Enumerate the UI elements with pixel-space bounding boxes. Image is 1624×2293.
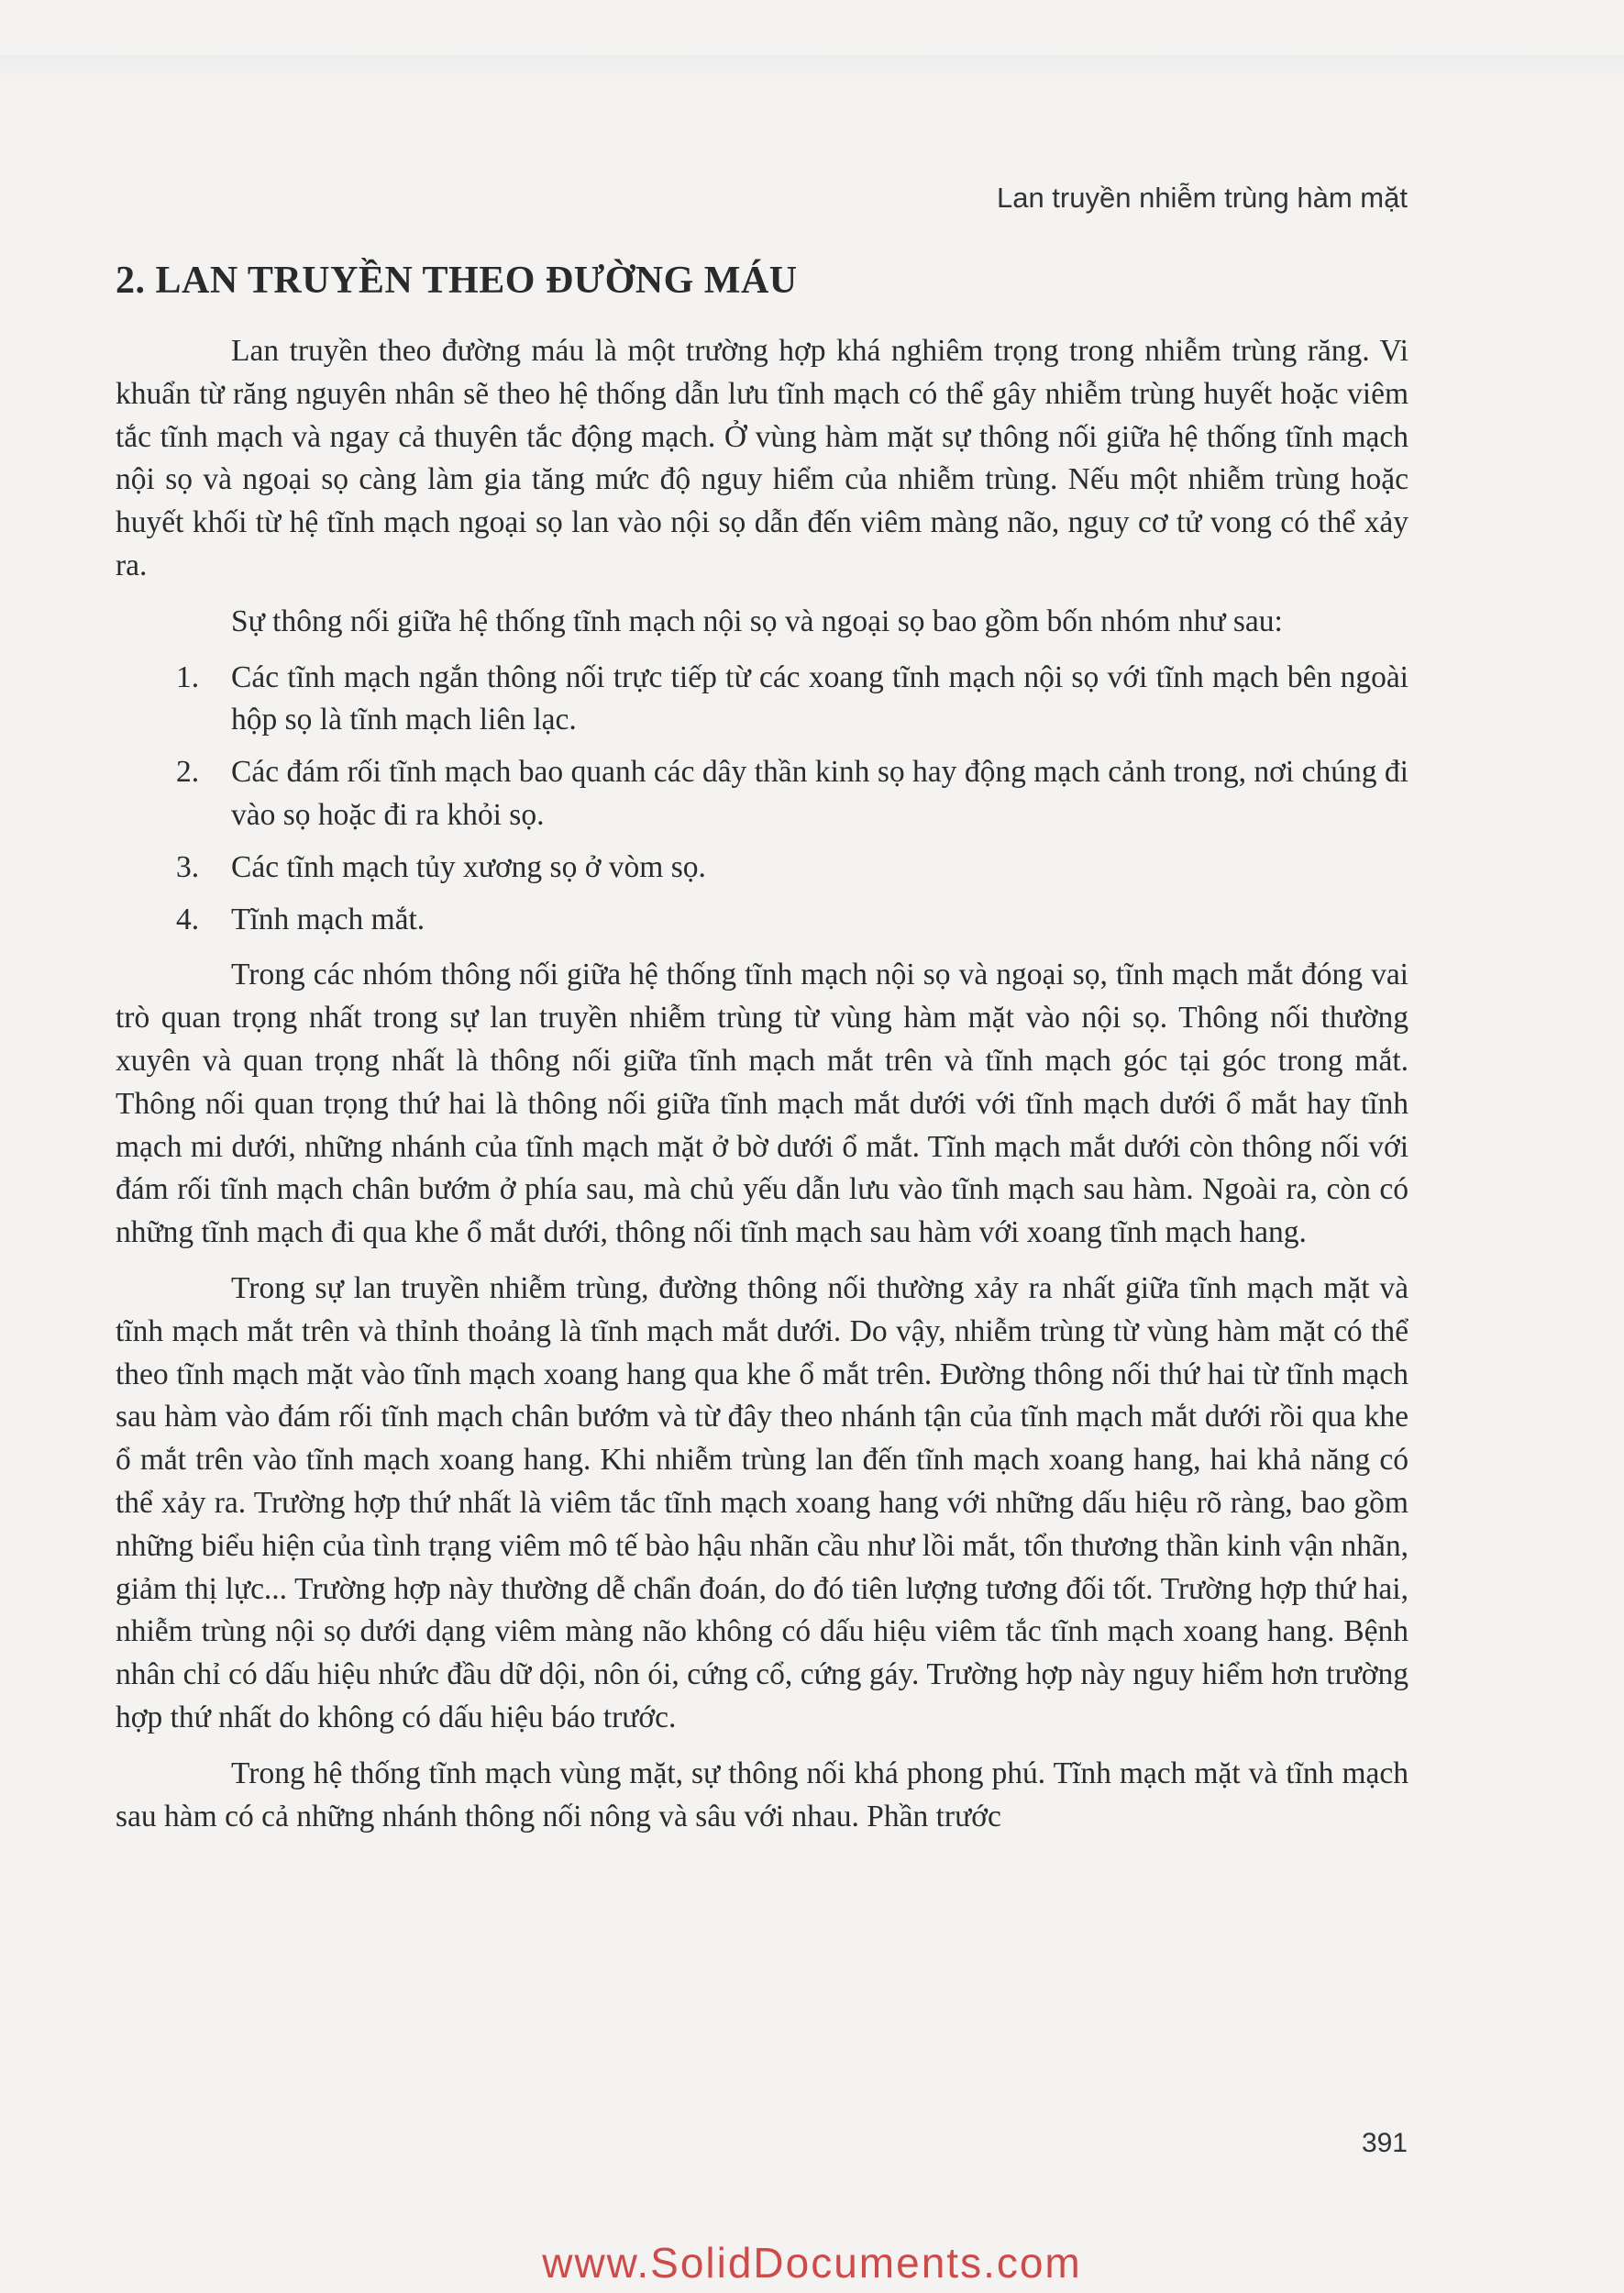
list-item xyxy=(116,657,1409,743)
numbered-list xyxy=(116,657,1409,942)
list-item xyxy=(116,899,1409,942)
list-item-text: Tĩnh mạch mắt. xyxy=(231,902,425,936)
running-header: Lan truyền nhiễm trùng hàm mặt xyxy=(996,182,1408,214)
paragraph: Trong sự lan truyền nhiễm trùng, đường thông nối thường xảy ra nhất giữa tĩnh mạch mặt và tĩnh mạch mắt trên và thỉnh thoảng là tĩnh mạch mắt dưới. Do vậy, nhiễm trùng từ vùng hàm mặt có thể theo tĩnh mạch mặt vào tĩnh mạch xoang hang qua khe ổ mắt trên. Đường thông nối thứ hai từ tĩnh mạch sau hàm vào đám rối tĩnh mạch chân bướm và từ đây theo nhánh tận của tĩnh mạch mắt dưới rồi qua khe ổ mắt trên vào tĩnh mạch xoang hang. Khi nhiễm trùng lan đến tĩnh mạch xoang hang, hai khả năng có thể xảy ra. Trường hợp thứ nhất là viêm tắc tĩnh mạch xoang hang với những dấu hiệu rõ ràng, bao gồm những biểu hiện của tình trạng viêm mô tế bào hậu nhãn cầu như lồi mắt, tổn thương thần kinh vận nhãn, giảm thị lực... Trường hợp này thường dễ chẩn đoán, do đó tiên lượng tương đối tốt. Trường hợp thứ hai, nhiễm trùng nội sọ dưới dạng viêm màng não không có dấu hiệu viêm tắc tĩnh mạch xoang hang. Bệnh nhân chỉ có dấu hiệu nhức đầu dữ dội, nôn ói, cứng cổ, cứng gáy. Trường hợp này nguy hiểm hơn trường hợp thứ nhất do không có dấu hiệu báo trước. xyxy=(116,1270,1409,1734)
paragraph: Lan truyền theo đường máu là một trường hợp khá nghiêm trọng trong nhiễm trùng răng. Vi khuẩn từ răng nguyên nhân sẽ theo hệ thống dẫn lưu tĩnh mạch có thể gây nhiễm trùng huyết hoặc viêm tắc tĩnh mạch và ngay cả thuyên tắc động mạch. Ở vùng hàm mặt sự thông nối giữa hệ thống tĩnh mạch nội sọ và ngoại sọ càng làm gia tăng mức độ nguy hiểm của nhiễm trùng. Nếu một nhiễm trùng hoặc huyết khối từ hệ tĩnh mạch ngoại sọ lan vào nội sọ dẫn đến viêm màng não, nguy cơ tử vong có thể xảy ra. xyxy=(116,334,1409,582)
scan-edge xyxy=(0,55,1624,83)
list-item-text: Các tĩnh mạch tủy xương sọ ở vòm sọ. xyxy=(231,849,706,884)
list-item xyxy=(116,847,1409,890)
list-item-text: Các đám rối tĩnh mạch bao quanh các dây thần kinh sọ hay động mạch cảnh trong, nơi chúng đi vào sọ hoặc đi ra khỏi sọ. xyxy=(231,755,1409,832)
section-title: 2. LAN TRUYỀN THEO ĐƯỜNG MÁU xyxy=(116,260,798,302)
list-item-number: 4. xyxy=(176,902,200,936)
body-text xyxy=(116,330,1409,1851)
paragraph: Trong các nhóm thông nối giữa hệ thống tĩnh mạch nội sọ và ngoại sọ, tĩnh mạch mắt đóng vai trò quan trọng nhất trong sự lan truyền nhiễm trùng từ vùng hàm mặt vào nội sọ. Thông nối thường xuyên và quan trọng nhất là thông nối giữa tĩnh mạch mắt trên và tĩnh mạch góc tại góc trong mắt. Thông nối quan trọng thứ hai là thông nối giữa tĩnh mạch mắt dưới với tĩnh mạch dưới ổ mắt hay tĩnh mạch mi dưới, những nhánh của tĩnh mạch mặt ở bờ dưới ổ mắt. Tĩnh mạch mắt dưới còn thông nối với đám rối tĩnh mạch chân bướm ở phía sau, mà chủ yếu dẫn lưu vào tĩnh mạch sau hàm. Ngoài ra, còn có những tĩnh mạch đi qua khe ổ mắt dưới, thông nối tĩnh mạch sau hàm với xoang tĩnh mạch hang. xyxy=(116,958,1409,1250)
paragraph: Sự thông nối giữa hệ thống tĩnh mạch nội sọ và ngoại sọ bao gồm bốn nhóm như sau: xyxy=(231,604,1283,638)
list-item-number: 1. xyxy=(176,659,200,694)
list-item-number: 3. xyxy=(176,849,200,884)
paragraph: Trong hệ thống tĩnh mạch vùng mặt, sự thông nối khá phong phú. Tĩnh mạch mặt và tĩnh mạch sau hàm có cả những nhánh thông nối nông và sâu với nhau. Phần trước xyxy=(116,1756,1409,1833)
list-item-number: 2. xyxy=(176,755,200,790)
list-item-text: Các tĩnh mạch ngắn thông nối trực tiếp từ các xoang tĩnh mạch nội sọ với tĩnh mạch bên ngoài hộp sọ là tĩnh mạch liên lạc. xyxy=(231,659,1409,737)
page-number: 391 xyxy=(1361,2128,1408,2158)
watermark: www.SolidDocuments.com xyxy=(542,2239,1082,2287)
list-item xyxy=(116,751,1409,837)
